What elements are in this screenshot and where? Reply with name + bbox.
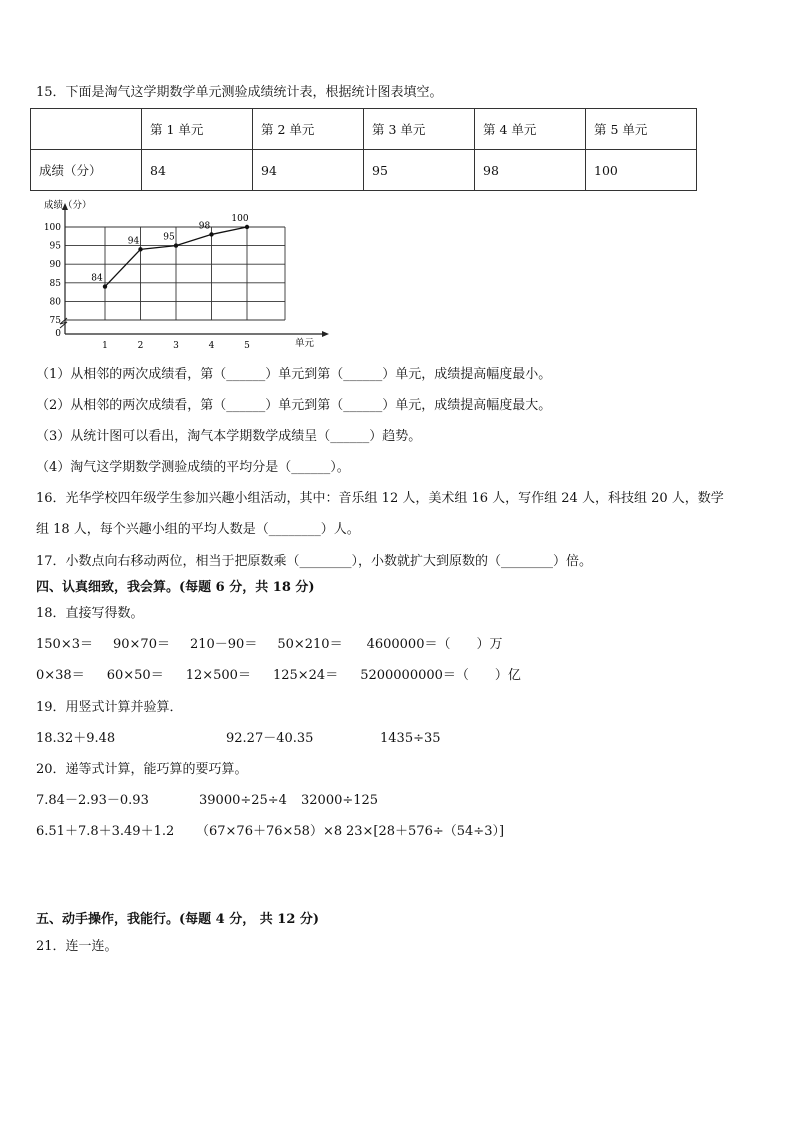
q15-sub4: （4）淘气这学期数学测验成绩的平均分是（______）。: [36, 460, 350, 475]
x-axis-arrow: [322, 331, 329, 337]
q19-item: 1435÷35: [380, 731, 441, 746]
x-tick-label: 4: [208, 341, 215, 351]
data-point: [209, 232, 213, 236]
table-cell: 84: [142, 150, 253, 191]
q18-item: 150×3＝: [36, 637, 93, 652]
q16-line2: 组 18 人，每个兴趣小组的平均人数是（________）人。: [36, 522, 360, 537]
q18-item: 60×50＝: [106, 668, 164, 683]
q18-item: 50×210＝: [277, 637, 343, 652]
y-tick-label: 85: [49, 278, 61, 289]
q15-title: 15．下面是淘气这学期数学单元测验成绩统计表，根据统计图表填空。: [36, 85, 443, 100]
axis-break-mark: [60, 318, 67, 328]
table-row: [31, 150, 697, 191]
section-5-heading: 五、动手操作，我能行。(每题 4 分， 共 12 分): [36, 912, 320, 927]
score-line-chart: [30, 196, 340, 356]
q15-sub2: （2）从相邻的两次成绩看，第（______）单元到第（______）单元，成绩提高幅度最大。: [36, 398, 552, 413]
q20-item: （67×76＋76×58）×8: [196, 824, 343, 839]
q19-item: 18.32＋9.48: [36, 731, 116, 746]
q15-sub1: （1）从相邻的两次成绩看，第（______）单元到第（______）单元，成绩提高幅度最小。: [36, 367, 552, 382]
table-header-cell: 第 2 单元: [253, 109, 364, 150]
q18-title: 18．直接写得数。: [36, 606, 144, 621]
chart-data-labels: [91, 214, 249, 284]
x-tick-label: 1: [102, 341, 108, 351]
score-table: [30, 108, 697, 191]
x-tick-label: 3: [173, 341, 179, 351]
q20-row2: [36, 823, 504, 841]
q16-line1: 16．光华学校四年级学生参加兴趣小组活动，其中：音乐组 12 人，美术组 16 人，写作组 24 人，科技组 20 人，数学: [36, 491, 724, 506]
table-header-cell: 第 5 单元: [586, 109, 697, 150]
q18-item: 4600000＝（ ）万: [366, 637, 503, 652]
chart-xlabel: 单元: [295, 338, 315, 349]
q19-title: 19．用竖式计算并验算．: [36, 700, 183, 715]
q15-sub3: （3）从统计图可以看出，淘气本学期数学成绩呈（______）趋势。: [36, 429, 422, 444]
table-header-cell: 第 4 单元: [475, 109, 586, 150]
x-tick-label: 5: [244, 341, 250, 351]
chart-ylabel: 成绩（分）: [44, 200, 92, 211]
data-point: [174, 243, 178, 247]
data-label: 98: [198, 221, 211, 232]
q18-item: 5200000000＝（ ）亿: [360, 668, 521, 683]
data-label: 100: [231, 214, 249, 224]
data-point: [138, 247, 142, 251]
q20-row1: [36, 792, 378, 810]
q18-item: 0×38＝: [36, 668, 85, 683]
table-cell: 100: [586, 150, 697, 191]
q18-item: 125×24＝: [272, 668, 339, 683]
x-tick-label: 2: [137, 341, 144, 351]
chart-x-ticks: [102, 341, 250, 351]
section-4-heading: 四、认真细致，我会算。(每题 6 分，共 18 分): [36, 580, 315, 595]
q21-title: 21．连一连。: [36, 939, 118, 954]
q18-item: 210－90＝: [189, 637, 258, 652]
table-cell: 95: [364, 150, 475, 191]
table-row-label: 成绩（分）: [31, 150, 142, 191]
q17-text: 17．小数点向右移动两位，相当于把原数乘（________），小数就扩大到原数的（________）倍。: [36, 554, 593, 569]
chart-axes: [60, 203, 329, 337]
q20-item: 23×[28＋576÷（54÷3）]: [346, 824, 505, 839]
q19-items: [36, 730, 441, 748]
q20-item: 7.84－2.93－0.93: [36, 793, 149, 808]
y-tick-label: 80: [49, 297, 61, 308]
data-label: 94: [127, 236, 140, 247]
y-tick-label: 0: [55, 329, 61, 339]
q18-item: 90×70＝: [112, 637, 170, 652]
table-header-row: [31, 109, 697, 150]
y-tick-label: 100: [43, 223, 61, 233]
q20-item: 32000÷125: [301, 793, 379, 808]
q18-row2: [36, 667, 521, 685]
data-point: [245, 225, 249, 229]
table-header-cell: 第 1 单元: [142, 109, 253, 150]
q20-item: 6.51＋7.8＋3.49＋1.2: [36, 824, 175, 839]
table-header-cell: [31, 109, 142, 150]
q20-item: 39000÷25÷4: [199, 793, 287, 808]
q19-item: 92.27－40.35: [226, 731, 314, 746]
table-cell: 94: [253, 150, 364, 191]
y-tick-label: 90: [49, 260, 61, 271]
q20-title: 20．递等式计算，能巧算的要巧算。: [36, 762, 248, 777]
y-tick-label: 75: [49, 316, 61, 326]
table-header-cell: 第 3 单元: [364, 109, 475, 150]
chart-y-ticks: [44, 223, 61, 339]
q18-row1: [36, 636, 502, 654]
table-cell: 98: [475, 150, 586, 191]
q18-item: 12×500＝: [185, 668, 251, 683]
data-label: 95: [163, 232, 175, 243]
data-point: [103, 284, 107, 288]
data-label: 84: [91, 273, 103, 284]
y-tick-label: 95: [49, 241, 61, 252]
